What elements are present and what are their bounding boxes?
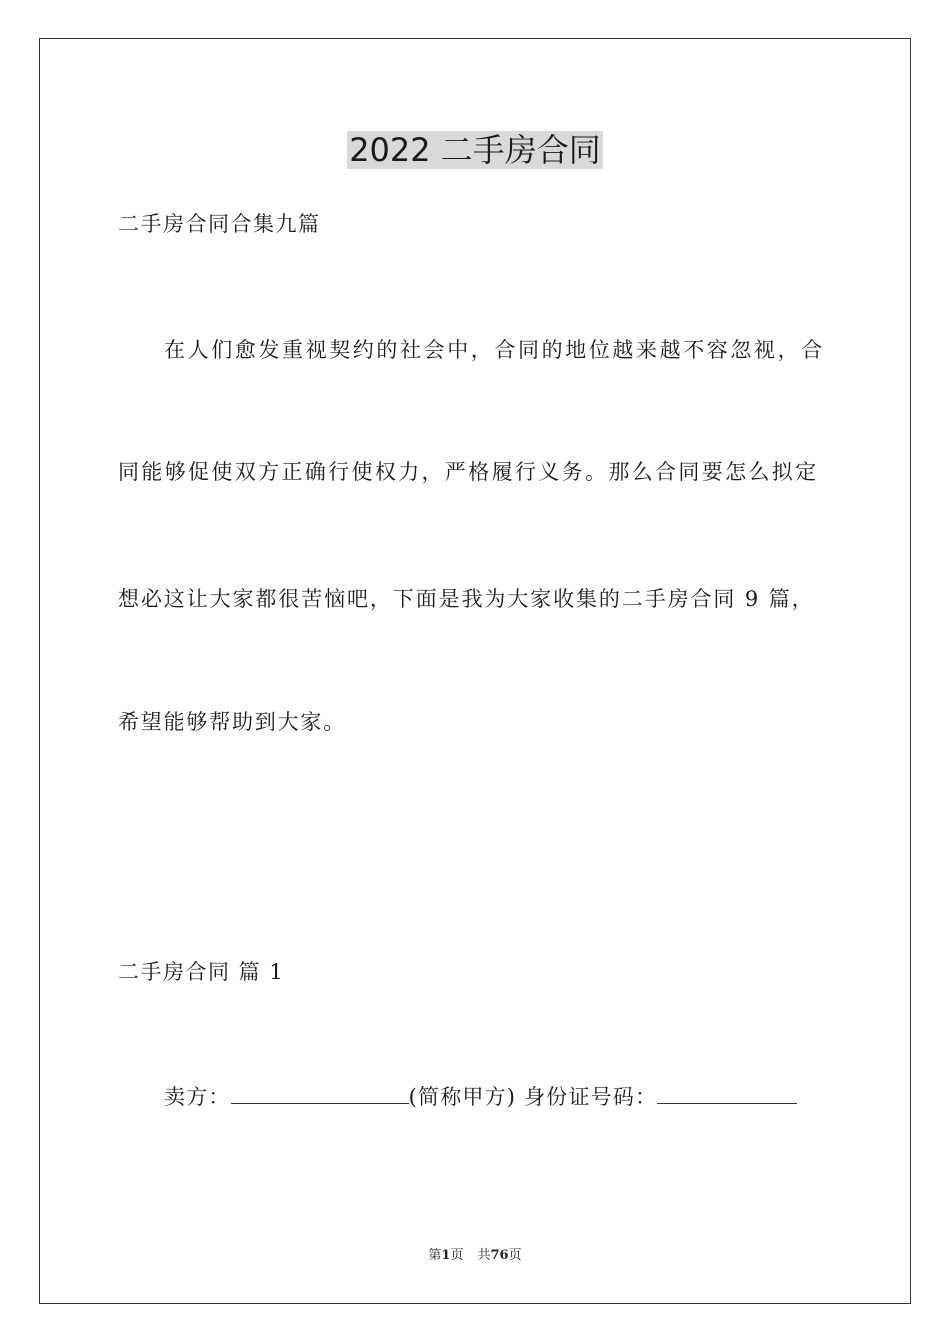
seller-label: 卖方：	[164, 1085, 231, 1109]
seller-id-blank	[657, 1081, 797, 1104]
seller-line	[118, 1081, 834, 1112]
total-prefix: 共	[477, 1248, 491, 1263]
intro-paragraph-line-2: 同能够促使双方正确行使权力，严格履行义务。那么合同要怎么拟定	[118, 460, 819, 484]
seller-id-label: (简称甲方) 身份证号码：	[408, 1085, 658, 1109]
document-title-text: 2022 二手房合同	[349, 131, 601, 169]
document-subtitle: 二手房合同合集九篇	[118, 212, 321, 236]
total-suffix: 页	[508, 1248, 522, 1263]
page-prefix: 第	[428, 1248, 442, 1263]
total-pages: 76	[490, 1248, 509, 1263]
page-footer	[0, 1247, 950, 1265]
page-suffix: 页	[450, 1248, 464, 1263]
section-heading: 二手房合同 篇 1	[118, 960, 285, 984]
seller-name-blank	[231, 1081, 409, 1104]
intro-paragraph-line-4: 希望能够帮助到大家。	[118, 710, 346, 734]
intro-paragraph-line-1: 在人们愈发重视契约的社会中，合同的地位越来越不容忽视，合	[164, 338, 825, 362]
page-number: 1	[441, 1248, 451, 1263]
document-title	[0, 128, 950, 172]
intro-paragraph-line-3: 想必这让大家都很苦恼吧，下面是我为大家收集的二手房合同 9 篇，	[118, 587, 815, 611]
